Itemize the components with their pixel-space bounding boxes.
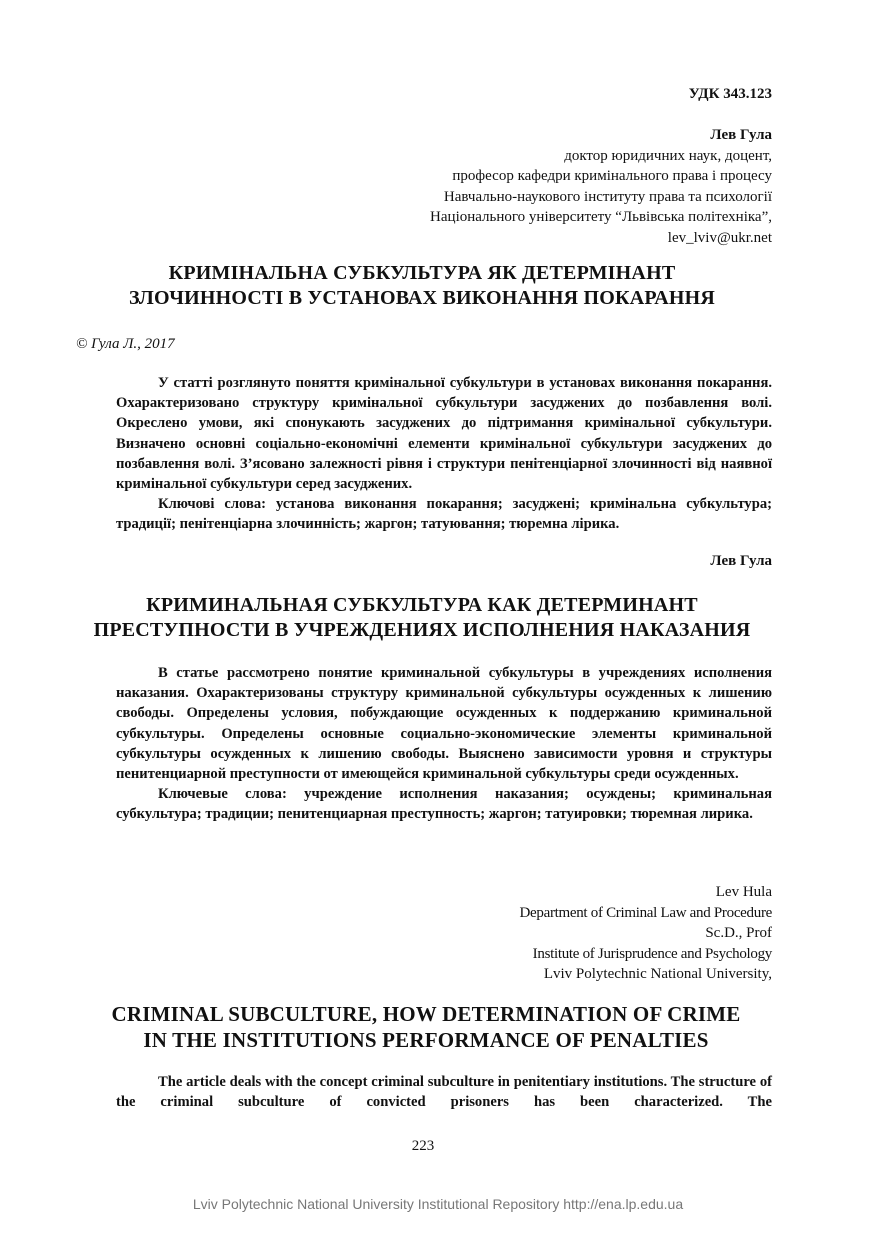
title-uk-line: ЗЛОЧИННОСТІ В УСТАНОВАХ ВИКОНАННЯ ПОКАРАННЯ (128, 287, 715, 309)
author-university-uk: Національного університету “Львівська політехніка”, (430, 209, 772, 225)
author-degree-en: Sc.D., Prof (705, 925, 772, 941)
title-ru-line: КРИМИНАЛЬНАЯ СУБКУЛЬТУРА КАК ДЕТЕРМИНАНТ (146, 594, 698, 616)
author-block-ru (710, 553, 772, 570)
keywords-uk: Ключові слова: установа виконання покарання; засуджені; кримінальна субкультура; традиції; пенітенціарна злочинність; жаргон; татуювання; тюремна лірика. (116, 496, 772, 533)
article-title-uk (90, 261, 754, 311)
author-institute-en: Institute of Jurisprudence and Psychology (532, 945, 772, 962)
keywords-ru: Ключевые слова: учреждение исполнения наказания; осуждены; криминальная субкультура; традиции; пенитенциарная преступность; жаргон; татуировки; тюремная лирика. (116, 786, 772, 823)
author-name-uk: Лев Гула (710, 127, 772, 143)
copyright-notice: © Гула Л., 2017 (76, 336, 175, 352)
author-block-en (520, 882, 773, 985)
author-email[interactable]: lev_lviv@ukr.net (667, 229, 772, 246)
page-number: 223 (411, 1138, 435, 1154)
author-department-en: Department of Criminal Law and Procedure (519, 904, 772, 921)
author-name-en: Lev Hula (715, 884, 772, 900)
article-title-ru (90, 593, 754, 643)
abstract-uk (116, 373, 772, 535)
repository-footer: Lviv Polytechnic National University Institutional Repository http://ena.lp.edu.ua (192, 1196, 684, 1212)
abstract-en (116, 1072, 772, 1112)
author-name-ru: Лев Гула (710, 553, 772, 569)
title-uk-line: КРИМІНАЛЬНА СУБКУЛЬТУРА ЯК ДЕТЕРМІНАНТ (168, 262, 676, 284)
abstract-uk-text: У статті розглянуто поняття кримінальної субкультури в установах виконання покарання. Охарактеризовано структуру кримінальної субкультури засуджених до позбавлення волі. Окреслено умови, які спонукають засуджених до підтримання кримінальної субкультури. Визначено основні соціально-економічні елементи кримінальної субкультури засуджених до позбавлення волі. З’ясовано залежності рівня і структури пенітенціарної злочинності від наявної кримінальної субкультури серед засуджених. (116, 375, 772, 493)
title-en-line: IN THE INSTITUTIONS PERFORMANCE OF PENALTIES (143, 1027, 709, 1052)
abstract-ru-text: В статье рассмотрено понятие криминальной субкультуры в учреждениях исполнения наказания. Охарактеризованы структуру криминальной субкультуры осужденных к лишению свободы. Определены условия, побуждающие осужденных к поддержанию криминальной субкультуры. Определены основные социально-экономические элементы криминальной субкультуры осужденных к лишению свободы. Выяснено зависимости уровня и структуры пенитенциарной преступности от имеющейся криминальной субкультуры среди осужденных. (116, 665, 772, 783)
abstract-en-text: The article deals with the concept criminal subculture in penitentiary institutions. The structure of the criminal subculture of convicted prisoners has been characterized. The (116, 1074, 772, 1111)
author-degree-uk: доктор юридичних наук, доцент, (564, 147, 772, 164)
author-position-uk: професор кафедри кримінального права і процесу (452, 168, 772, 184)
udk-code: УДК 343.123 (688, 86, 772, 102)
article-title-en (94, 1002, 758, 1053)
abstract-ru (116, 663, 772, 825)
title-ru-line: ПРЕСТУПНОСТИ В УЧРЕЖДЕНИЯХ ИСПОЛНЕНИЯ НАКАЗАНИЯ (93, 619, 751, 641)
author-block-uk (430, 125, 772, 248)
author-university-en: Lviv Polytechnic National University, (543, 966, 772, 982)
title-en-line: CRIMINAL SUBCULTURE, HOW DETERMINATION OF CRIME (111, 1002, 741, 1026)
author-institute-uk: Навчально-наукового інституту права та психології (443, 188, 772, 205)
